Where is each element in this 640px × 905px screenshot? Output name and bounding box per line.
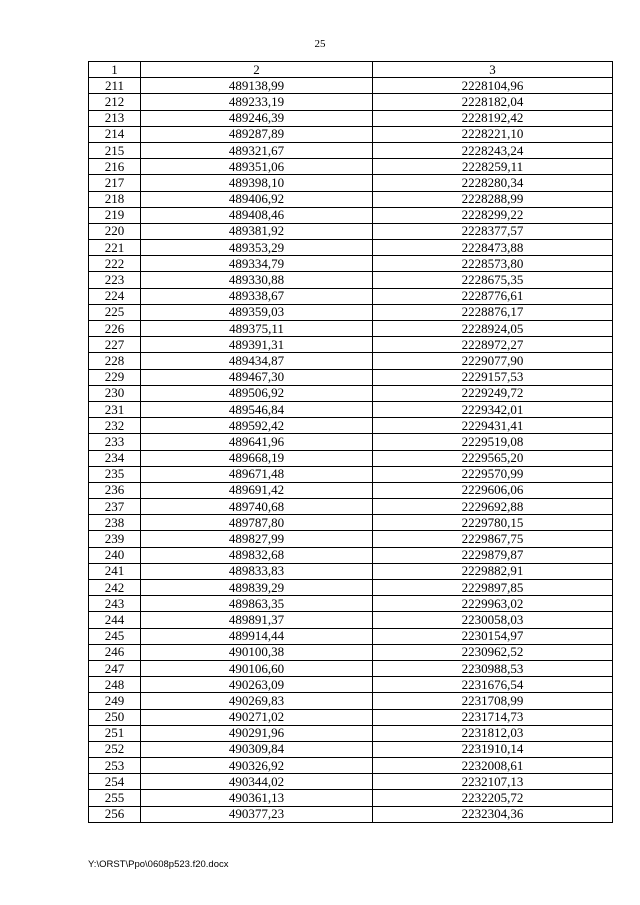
table-row xyxy=(89,725,613,741)
cell-y-coordinate: 2229963,02 xyxy=(373,596,613,612)
cell-y-coordinate: 2229570,99 xyxy=(373,466,613,482)
cell-x-coordinate: 490377,23 xyxy=(141,806,373,822)
table-row xyxy=(89,272,613,288)
cell-x-coordinate: 490344,02 xyxy=(141,774,373,790)
cell-y-coordinate: 2228876,17 xyxy=(373,304,613,320)
cell-x-coordinate: 489832,68 xyxy=(141,547,373,563)
cell-point-number: 213 xyxy=(89,110,141,126)
cell-y-coordinate: 2231708,99 xyxy=(373,693,613,709)
column-header-y: 3 xyxy=(373,62,613,78)
cell-y-coordinate: 2229780,15 xyxy=(373,515,613,531)
page-number: 25 xyxy=(314,38,326,50)
cell-y-coordinate: 2228221,10 xyxy=(373,126,613,142)
cell-point-number: 236 xyxy=(89,482,141,498)
cell-y-coordinate: 2229867,75 xyxy=(373,531,613,547)
cell-x-coordinate: 489287,89 xyxy=(141,126,373,142)
cell-point-number: 234 xyxy=(89,450,141,466)
cell-point-number: 237 xyxy=(89,499,141,515)
cell-y-coordinate: 2229077,90 xyxy=(373,353,613,369)
cell-point-number: 231 xyxy=(89,401,141,417)
cell-x-coordinate: 490263,09 xyxy=(141,677,373,693)
cell-y-coordinate: 2229249,72 xyxy=(373,385,613,401)
cell-y-coordinate: 2229565,20 xyxy=(373,450,613,466)
table-row xyxy=(89,159,613,175)
cell-x-coordinate: 489375,11 xyxy=(141,321,373,337)
table-row xyxy=(89,353,613,369)
cell-y-coordinate: 2228299,22 xyxy=(373,207,613,223)
cell-point-number: 240 xyxy=(89,547,141,563)
table-row xyxy=(89,547,613,563)
table-row xyxy=(89,466,613,482)
table-row xyxy=(89,207,613,223)
table-row xyxy=(89,709,613,725)
cell-y-coordinate: 2228776,61 xyxy=(373,288,613,304)
table-row xyxy=(89,563,613,579)
cell-y-coordinate: 2232008,61 xyxy=(373,758,613,774)
cell-x-coordinate: 489914,44 xyxy=(141,628,373,644)
cell-x-coordinate: 489592,42 xyxy=(141,418,373,434)
column-header-point: 1 xyxy=(89,62,141,78)
table-row xyxy=(89,612,613,628)
cell-y-coordinate: 2228104,96 xyxy=(373,78,613,94)
cell-point-number: 238 xyxy=(89,515,141,531)
cell-point-number: 229 xyxy=(89,369,141,385)
cell-x-coordinate: 489353,29 xyxy=(141,240,373,256)
cell-y-coordinate: 2228972,27 xyxy=(373,337,613,353)
cell-x-coordinate: 489740,68 xyxy=(141,499,373,515)
cell-x-coordinate: 490361,13 xyxy=(141,790,373,806)
cell-point-number: 211 xyxy=(89,78,141,94)
cell-x-coordinate: 489408,46 xyxy=(141,207,373,223)
table-row xyxy=(89,223,613,239)
table-row xyxy=(89,78,613,94)
cell-x-coordinate: 490269,83 xyxy=(141,693,373,709)
cell-x-coordinate: 489233,19 xyxy=(141,94,373,110)
cell-x-coordinate: 489641,96 xyxy=(141,434,373,450)
table-row xyxy=(89,628,613,644)
table-row xyxy=(89,175,613,191)
cell-y-coordinate: 2231910,14 xyxy=(373,741,613,757)
cell-x-coordinate: 489406,92 xyxy=(141,191,373,207)
cell-point-number: 254 xyxy=(89,774,141,790)
cell-y-coordinate: 2229897,85 xyxy=(373,580,613,596)
cell-x-coordinate: 490271,02 xyxy=(141,709,373,725)
cell-point-number: 256 xyxy=(89,806,141,822)
cell-point-number: 226 xyxy=(89,321,141,337)
cell-x-coordinate: 489833,83 xyxy=(141,563,373,579)
cell-y-coordinate: 2228288,99 xyxy=(373,191,613,207)
cell-y-coordinate: 2228675,35 xyxy=(373,272,613,288)
cell-point-number: 225 xyxy=(89,304,141,320)
cell-x-coordinate: 489381,92 xyxy=(141,223,373,239)
cell-y-coordinate: 2228192,42 xyxy=(373,110,613,126)
table-body xyxy=(89,78,613,823)
cell-point-number: 230 xyxy=(89,385,141,401)
cell-point-number: 248 xyxy=(89,677,141,693)
table-row xyxy=(89,580,613,596)
cell-y-coordinate: 2228280,34 xyxy=(373,175,613,191)
cell-point-number: 245 xyxy=(89,628,141,644)
cell-point-number: 255 xyxy=(89,790,141,806)
cell-point-number: 218 xyxy=(89,191,141,207)
cell-y-coordinate: 2231714,73 xyxy=(373,709,613,725)
table-row xyxy=(89,110,613,126)
cell-y-coordinate: 2229342,01 xyxy=(373,401,613,417)
cell-y-coordinate: 2230962,52 xyxy=(373,644,613,660)
cell-y-coordinate: 2228473,88 xyxy=(373,240,613,256)
cell-point-number: 244 xyxy=(89,612,141,628)
cell-x-coordinate: 489398,10 xyxy=(141,175,373,191)
column-header-x: 2 xyxy=(141,62,373,78)
table-row xyxy=(89,790,613,806)
table-row xyxy=(89,596,613,612)
cell-y-coordinate: 2232304,36 xyxy=(373,806,613,822)
cell-y-coordinate: 2229606,06 xyxy=(373,482,613,498)
cell-point-number: 250 xyxy=(89,709,141,725)
cell-x-coordinate: 490106,60 xyxy=(141,660,373,676)
table-row xyxy=(89,142,613,158)
table-row xyxy=(89,774,613,790)
cell-x-coordinate: 489671,48 xyxy=(141,466,373,482)
table-row xyxy=(89,434,613,450)
cell-point-number: 241 xyxy=(89,563,141,579)
cell-point-number: 223 xyxy=(89,272,141,288)
table-row xyxy=(89,256,613,272)
table-row xyxy=(89,385,613,401)
cell-x-coordinate: 490326,92 xyxy=(141,758,373,774)
cell-y-coordinate: 2228182,04 xyxy=(373,94,613,110)
cell-point-number: 220 xyxy=(89,223,141,239)
cell-point-number: 217 xyxy=(89,175,141,191)
footer-file-path: Y:\ORST\Ppo\0608p523.f20.docx xyxy=(88,859,229,870)
cell-point-number: 227 xyxy=(89,337,141,353)
cell-point-number: 249 xyxy=(89,693,141,709)
cell-point-number: 242 xyxy=(89,580,141,596)
cell-point-number: 228 xyxy=(89,353,141,369)
cell-x-coordinate: 489787,80 xyxy=(141,515,373,531)
table-row xyxy=(89,369,613,385)
table-row xyxy=(89,401,613,417)
cell-point-number: 214 xyxy=(89,126,141,142)
cell-point-number: 251 xyxy=(89,725,141,741)
cell-y-coordinate: 2228259,11 xyxy=(373,159,613,175)
table-row xyxy=(89,482,613,498)
cell-point-number: 239 xyxy=(89,531,141,547)
cell-x-coordinate: 489691,42 xyxy=(141,482,373,498)
cell-x-coordinate: 489467,30 xyxy=(141,369,373,385)
cell-x-coordinate: 489546,84 xyxy=(141,401,373,417)
cell-x-coordinate: 489668,19 xyxy=(141,450,373,466)
cell-y-coordinate: 2232107,13 xyxy=(373,774,613,790)
cell-x-coordinate: 490100,38 xyxy=(141,644,373,660)
cell-point-number: 232 xyxy=(89,418,141,434)
cell-y-coordinate: 2229882,91 xyxy=(373,563,613,579)
table-row xyxy=(89,321,613,337)
cell-point-number: 253 xyxy=(89,758,141,774)
table-row xyxy=(89,126,613,142)
cell-y-coordinate: 2228924,05 xyxy=(373,321,613,337)
table-row xyxy=(89,758,613,774)
table-row xyxy=(89,515,613,531)
cell-point-number: 243 xyxy=(89,596,141,612)
cell-x-coordinate: 489506,92 xyxy=(141,385,373,401)
cell-y-coordinate: 2231676,54 xyxy=(373,677,613,693)
table-row xyxy=(89,660,613,676)
cell-y-coordinate: 2229692,88 xyxy=(373,499,613,515)
table-row xyxy=(89,806,613,822)
cell-x-coordinate: 489338,67 xyxy=(141,288,373,304)
cell-x-coordinate: 489434,87 xyxy=(141,353,373,369)
coordinates-table xyxy=(88,61,613,823)
cell-x-coordinate: 489351,06 xyxy=(141,159,373,175)
cell-x-coordinate: 489334,79 xyxy=(141,256,373,272)
cell-y-coordinate: 2229879,87 xyxy=(373,547,613,563)
table-row xyxy=(89,677,613,693)
table-row xyxy=(89,304,613,320)
cell-y-coordinate: 2231812,03 xyxy=(373,725,613,741)
cell-y-coordinate: 2230058,03 xyxy=(373,612,613,628)
cell-y-coordinate: 2229157,53 xyxy=(373,369,613,385)
cell-x-coordinate: 489330,88 xyxy=(141,272,373,288)
cell-x-coordinate: 489863,35 xyxy=(141,596,373,612)
table-row xyxy=(89,693,613,709)
cell-x-coordinate: 489827,99 xyxy=(141,531,373,547)
cell-x-coordinate: 490309,84 xyxy=(141,741,373,757)
cell-y-coordinate: 2230154,97 xyxy=(373,628,613,644)
table-row xyxy=(89,418,613,434)
cell-point-number: 219 xyxy=(89,207,141,223)
cell-point-number: 252 xyxy=(89,741,141,757)
table-row xyxy=(89,644,613,660)
cell-point-number: 247 xyxy=(89,660,141,676)
table-row xyxy=(89,337,613,353)
cell-y-coordinate: 2228243,24 xyxy=(373,142,613,158)
cell-y-coordinate: 2228377,57 xyxy=(373,223,613,239)
table-row xyxy=(89,741,613,757)
cell-point-number: 221 xyxy=(89,240,141,256)
table-row xyxy=(89,450,613,466)
cell-x-coordinate: 489246,39 xyxy=(141,110,373,126)
cell-point-number: 216 xyxy=(89,159,141,175)
cell-y-coordinate: 2229431,41 xyxy=(373,418,613,434)
cell-y-coordinate: 2232205,72 xyxy=(373,790,613,806)
table-row xyxy=(89,191,613,207)
cell-x-coordinate: 489891,37 xyxy=(141,612,373,628)
cell-x-coordinate: 489321,67 xyxy=(141,142,373,158)
cell-point-number: 233 xyxy=(89,434,141,450)
table-row xyxy=(89,499,613,515)
cell-y-coordinate: 2229519,08 xyxy=(373,434,613,450)
cell-point-number: 235 xyxy=(89,466,141,482)
cell-y-coordinate: 2230988,53 xyxy=(373,660,613,676)
cell-x-coordinate: 489391,31 xyxy=(141,337,373,353)
table-row xyxy=(89,240,613,256)
cell-point-number: 246 xyxy=(89,644,141,660)
cell-point-number: 215 xyxy=(89,142,141,158)
cell-x-coordinate: 489359,03 xyxy=(141,304,373,320)
table-row xyxy=(89,531,613,547)
cell-x-coordinate: 489138,99 xyxy=(141,78,373,94)
cell-point-number: 222 xyxy=(89,256,141,272)
cell-x-coordinate: 490291,96 xyxy=(141,725,373,741)
table-row xyxy=(89,288,613,304)
table-row xyxy=(89,94,613,110)
cell-point-number: 212 xyxy=(89,94,141,110)
cell-y-coordinate: 2228573,80 xyxy=(373,256,613,272)
table-header-row xyxy=(89,62,613,78)
cell-x-coordinate: 489839,29 xyxy=(141,580,373,596)
cell-point-number: 224 xyxy=(89,288,141,304)
